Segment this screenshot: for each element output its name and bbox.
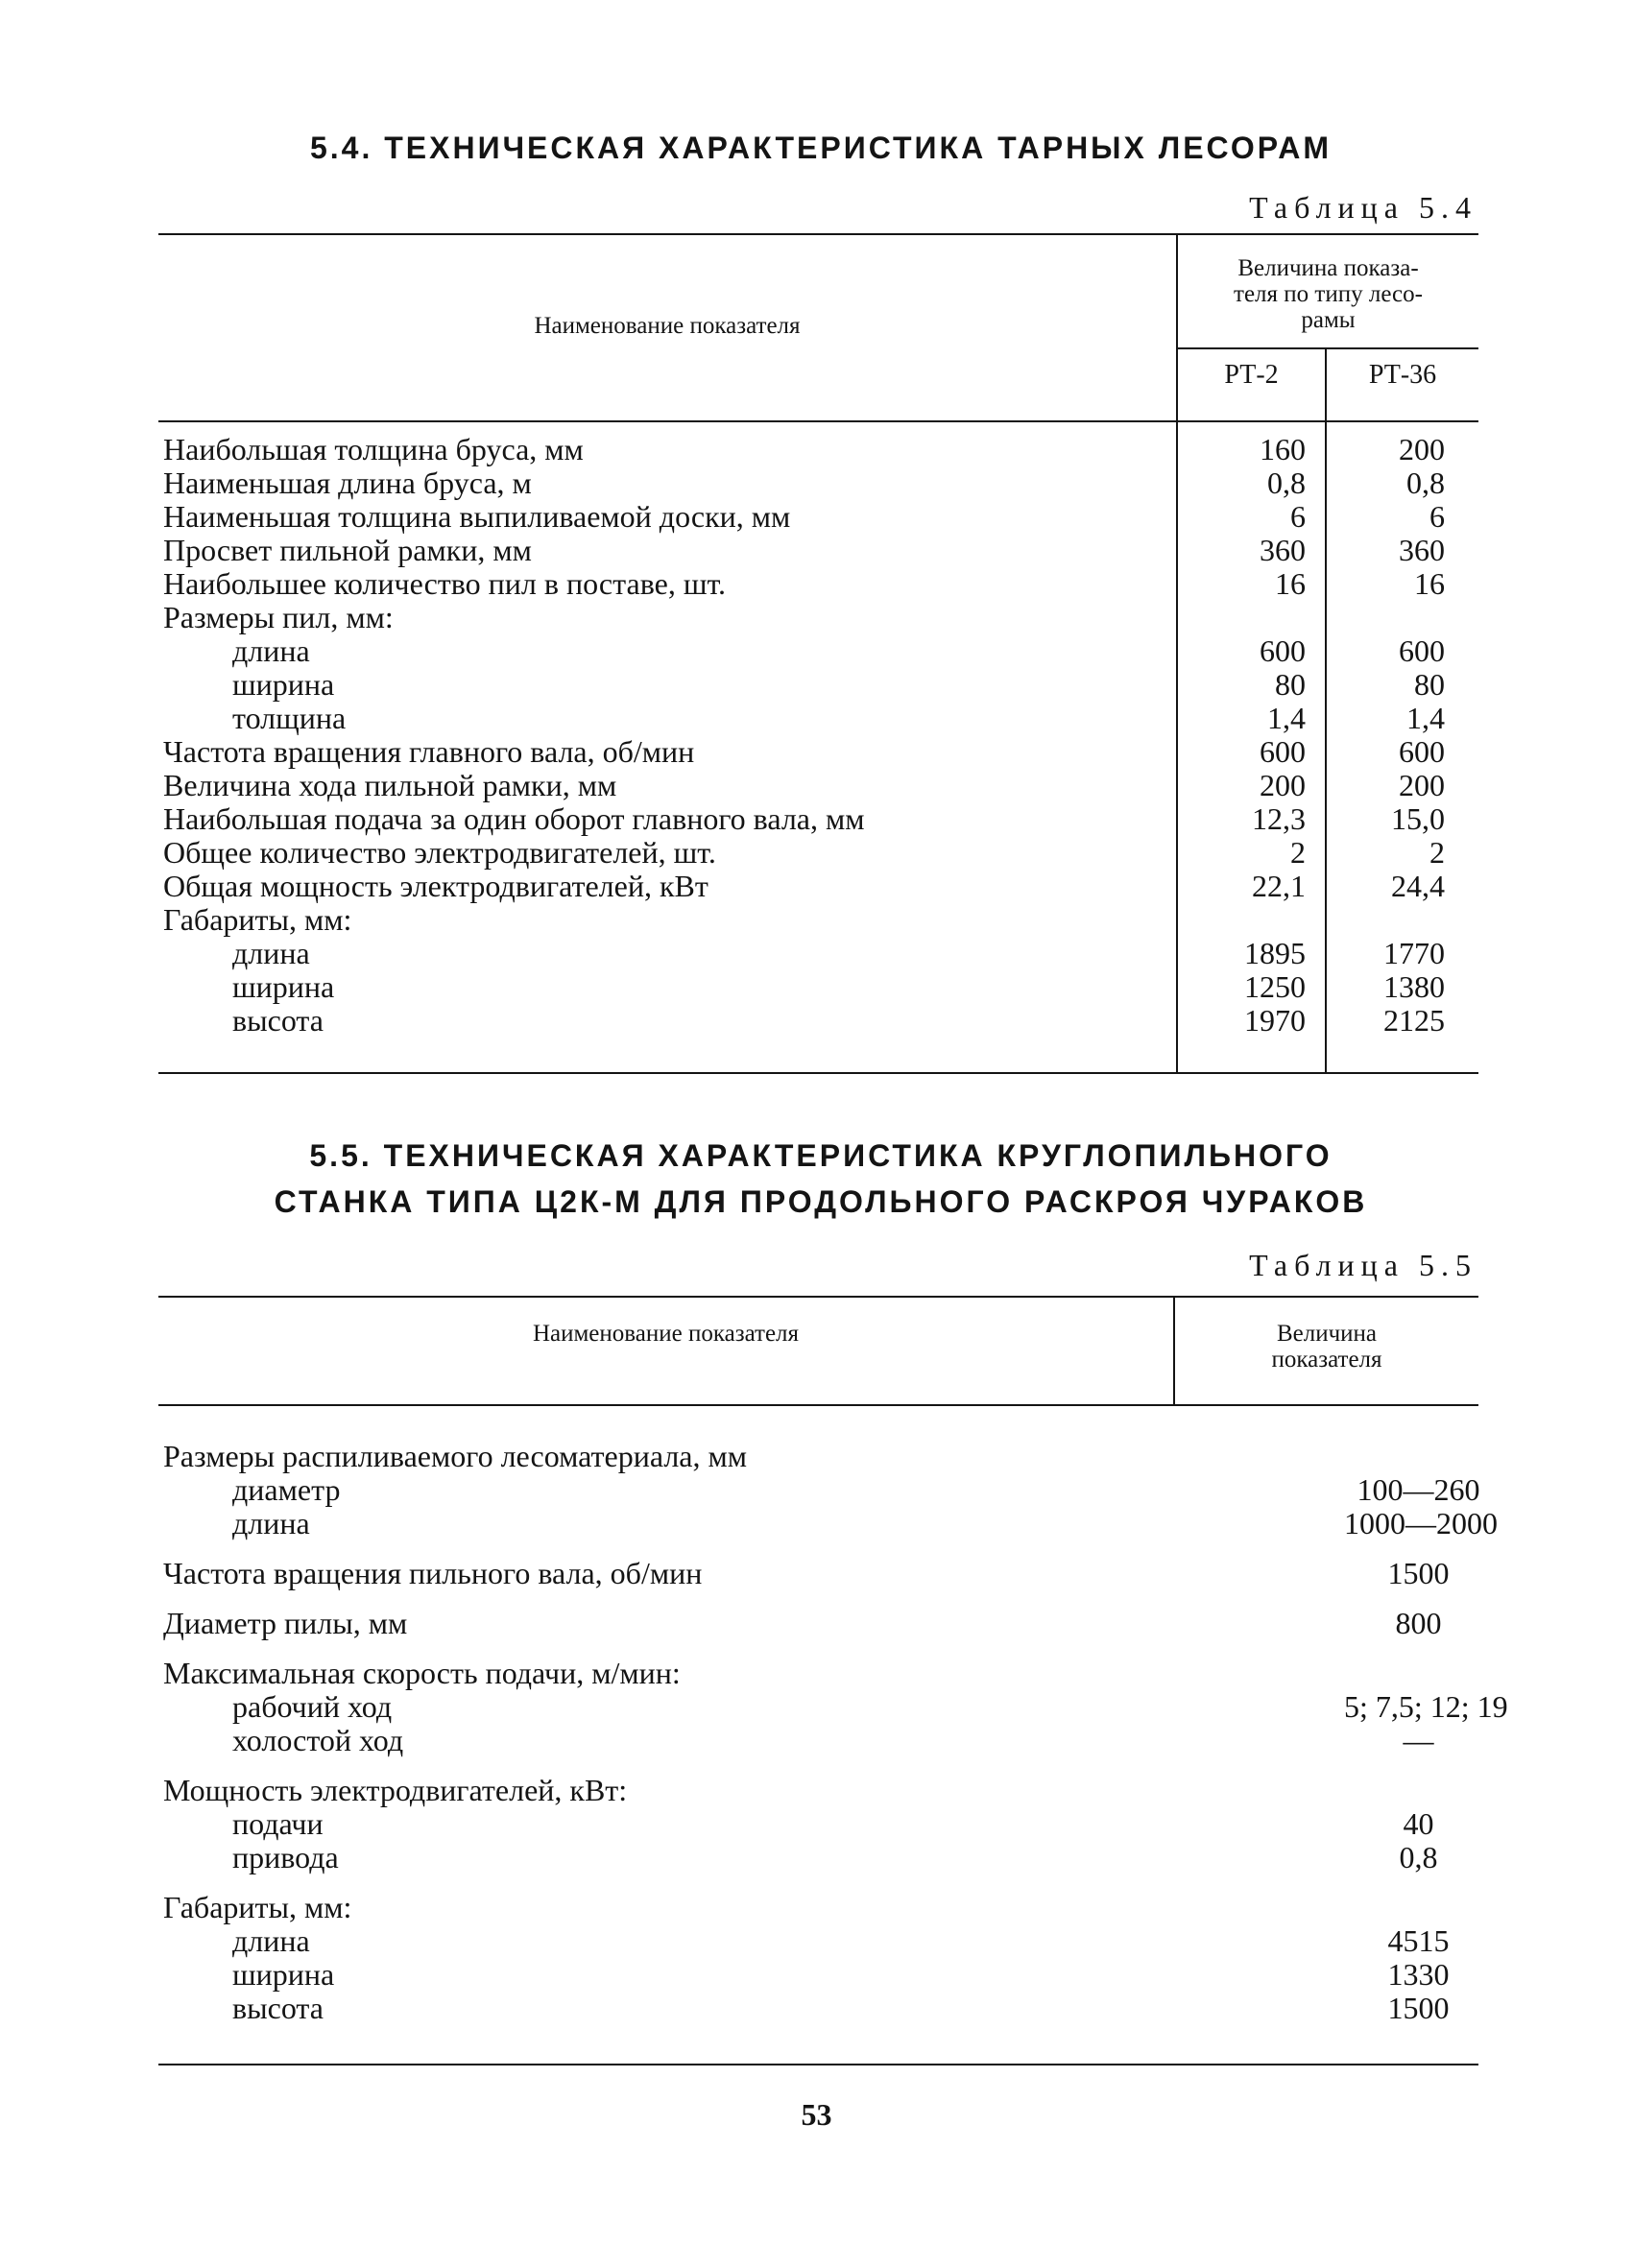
- table-5-4-subheader-rule: [1176, 347, 1478, 349]
- section-5-4-title: 5.4. ТЕХНИЧЕСКАЯ ХАРАКТЕРИСТИКА ТАРНЫХ ЛЕСОРАМ: [309, 131, 1333, 165]
- cell-rt2: 200: [1260, 768, 1306, 802]
- table-row: [163, 1440, 1478, 1473]
- cell-value: 0,8: [1399, 1840, 1438, 1874]
- table-row: [163, 534, 1478, 567]
- cell-value: 1000—2000: [1344, 1506, 1498, 1540]
- row-label: Размеры пил, мм:: [163, 600, 394, 634]
- table-5-4-header-value: [1178, 255, 1478, 333]
- table-row: [163, 433, 1478, 466]
- cell-rt2: 600: [1260, 633, 1306, 668]
- table-5-5-header-rule: [158, 1404, 1478, 1406]
- row-label: подачи: [232, 1806, 324, 1841]
- row-label: толщина: [232, 701, 347, 735]
- row-label: ширина: [232, 667, 335, 702]
- cell-rt2: 12,3: [1252, 801, 1306, 836]
- row-label: Наибольшая подача за один оборот главного вала, мм: [163, 801, 865, 836]
- table-row: [163, 937, 1478, 970]
- table-row: [163, 1004, 1478, 1038]
- cell-value: 800: [1395, 1606, 1442, 1640]
- cell-rt2: 2: [1290, 835, 1306, 870]
- cell-rt36: 1,4: [1406, 701, 1445, 735]
- section-5-5-title-line1: 5.5. ТЕХНИЧЕСКАЯ ХАРАКТЕРИСТИКА КРУГЛОПИЛЬНОГО: [309, 1138, 1333, 1173]
- header-value-line: рамы: [1301, 307, 1356, 333]
- row-label: рабочий ход: [232, 1689, 393, 1724]
- table-5-5-header-name: Наименование показателя: [532, 1321, 800, 1347]
- cell-value: 100—260: [1357, 1472, 1480, 1507]
- row-label: Наименьшая длина бруса, м: [163, 466, 532, 500]
- table-row: [163, 1992, 1478, 2025]
- table-row: [163, 870, 1478, 903]
- table-5-5-caption: Таблица 5.5: [1249, 1248, 1477, 1282]
- table-row: [163, 735, 1478, 769]
- cell-value: 4515: [1387, 1923, 1450, 1958]
- row-label: длина: [232, 633, 310, 668]
- header-value-line: Величина: [1276, 1321, 1378, 1347]
- cell-rt36: 200: [1399, 768, 1445, 802]
- row-label: диаметр: [232, 1472, 341, 1507]
- table-5-5-top-rule: [158, 1296, 1478, 1298]
- table-row: [163, 1607, 1478, 1640]
- table-row: [163, 702, 1478, 735]
- row-label: длина: [232, 936, 310, 970]
- row-label: Наименьшая толщина выпиливаемой доски, мм: [163, 499, 791, 534]
- cell-rt36: 2: [1429, 835, 1445, 870]
- cell-value: —: [1403, 1723, 1434, 1757]
- table-5-4-header-rule: [158, 420, 1478, 422]
- row-label: Общее количество электродвигателей, шт.: [163, 835, 716, 870]
- table-row: [163, 466, 1478, 500]
- table-row: [163, 567, 1478, 601]
- table-5-4-col-rt36: РТ-36: [1368, 360, 1437, 390]
- row-label: длина: [232, 1923, 310, 1958]
- table-row: [163, 1891, 1478, 1924]
- cell-rt2: 1895: [1244, 936, 1306, 970]
- header-value-line: показателя: [1271, 1347, 1382, 1373]
- cell-rt36: 0,8: [1406, 466, 1445, 500]
- row-label: Габариты, мм:: [163, 902, 352, 937]
- cell-rt36: 600: [1399, 633, 1445, 668]
- cell-value: 40: [1403, 1806, 1434, 1841]
- row-label: высота: [232, 1991, 324, 2025]
- cell-rt2: 0,8: [1267, 466, 1306, 500]
- table-row: [163, 1657, 1478, 1690]
- cell-rt2: 80: [1275, 667, 1306, 702]
- row-label: Размеры распиливаемого лесоматериала, мм: [163, 1439, 747, 1473]
- table-row: [163, 970, 1478, 1004]
- table-row: [163, 836, 1478, 870]
- table-5-4-bottom-rule: [158, 1072, 1478, 1074]
- page-number: 53: [801, 2097, 832, 2132]
- table-row: [163, 769, 1478, 802]
- cell-rt36: 600: [1399, 734, 1445, 769]
- cell-rt2: 1970: [1244, 1003, 1306, 1038]
- row-label: Наибольшая толщина бруса, мм: [163, 432, 584, 466]
- cell-rt36: 6: [1429, 499, 1445, 534]
- table-row: [163, 1807, 1478, 1841]
- cell-rt36: 24,4: [1391, 869, 1445, 903]
- cell-value: 5; 7,5; 12; 19: [1344, 1689, 1508, 1724]
- row-label: Общая мощность электродвигателей, кВт: [163, 869, 708, 903]
- table-row: [163, 1506, 1498, 1540]
- section-5-5-title: [163, 1133, 1478, 1225]
- table-row: [163, 634, 1478, 668]
- table-5-4-caption: Таблица 5.4: [1249, 190, 1477, 225]
- row-label: ширина: [232, 1957, 335, 1992]
- row-label: Диаметр пилы, мм: [163, 1606, 408, 1640]
- cell-rt2: 1,4: [1267, 701, 1306, 735]
- row-label: Максимальная скорость подачи, м/мин:: [163, 1656, 681, 1690]
- cell-rt36: 80: [1414, 667, 1445, 702]
- row-label: привода: [232, 1840, 339, 1874]
- row-label: Просвет пильной рамки, мм: [163, 533, 532, 567]
- cell-rt36: 200: [1399, 432, 1445, 466]
- header-value-line: Величина показа-: [1237, 255, 1419, 281]
- row-label: высота: [232, 1003, 324, 1038]
- table-row: [163, 1689, 1508, 1724]
- cell-value: 1330: [1387, 1957, 1450, 1992]
- cell-rt36: 16: [1414, 566, 1445, 601]
- row-label: Наибольшее количество пил в поставе, шт.: [163, 566, 727, 601]
- table-5-4-body: [163, 433, 1478, 1038]
- cell-rt2: 160: [1260, 432, 1306, 466]
- table-row: [163, 1724, 1478, 1757]
- table-5-5-bottom-rule-visible: [158, 2064, 1478, 2065]
- table-row: [163, 1924, 1478, 1958]
- table-5-5-header-value: [1175, 1321, 1478, 1373]
- cell-value: 1500: [1387, 1556, 1450, 1590]
- row-label: Частота вращения пильного вала, об/мин: [163, 1556, 703, 1590]
- cell-rt2: 360: [1260, 533, 1306, 567]
- table-row: [163, 903, 1478, 937]
- cell-rt36: 360: [1399, 533, 1445, 567]
- cell-rt36: 15,0: [1391, 801, 1445, 836]
- row-label: Величина хода пильной рамки, мм: [163, 768, 617, 802]
- cell-rt36: 1770: [1383, 936, 1445, 970]
- row-label: Габариты, мм:: [163, 1890, 352, 1924]
- table-5-4-top-rule: [158, 233, 1478, 235]
- table-5-4-col-rt2: РТ-2: [1224, 360, 1279, 390]
- table-row: [163, 1958, 1478, 1992]
- table-row: [163, 1557, 1478, 1590]
- table-5-5-body: [163, 1439, 1508, 2025]
- row-label: Мощность электродвигателей, кВт:: [163, 1773, 628, 1807]
- header-value-line: теля по типу лесо-: [1234, 281, 1423, 307]
- row-label: длина: [232, 1506, 310, 1540]
- cell-rt36: 1380: [1383, 969, 1445, 1004]
- cell-value: 1500: [1387, 1991, 1450, 2025]
- table-row: [163, 668, 1478, 702]
- cell-rt2: 600: [1260, 734, 1306, 769]
- section-5-5-title-line2: СТАНКА ТИПА Ц2К-М ДЛЯ ПРОДОЛЬНОГО РАСКРОЯ ЧУРАКОВ: [274, 1184, 1368, 1219]
- row-label: ширина: [232, 969, 335, 1004]
- row-label: холостой ход: [232, 1723, 404, 1757]
- row-label: Частота вращения главного вала, об/мин: [163, 734, 695, 769]
- table-row: [163, 802, 1478, 836]
- table-row: [163, 500, 1478, 534]
- cell-rt2: 6: [1290, 499, 1306, 534]
- table-5-4-header-name: Наименование показателя: [534, 313, 801, 339]
- table-row: [163, 1473, 1478, 1507]
- table-row: [163, 1841, 1478, 1874]
- cell-rt2: 16: [1275, 566, 1306, 601]
- cell-rt2: 22,1: [1252, 869, 1306, 903]
- table-row: [163, 1774, 1478, 1807]
- cell-rt36: 2125: [1383, 1003, 1445, 1038]
- cell-rt2: 1250: [1244, 969, 1306, 1004]
- table-row: [163, 601, 1478, 634]
